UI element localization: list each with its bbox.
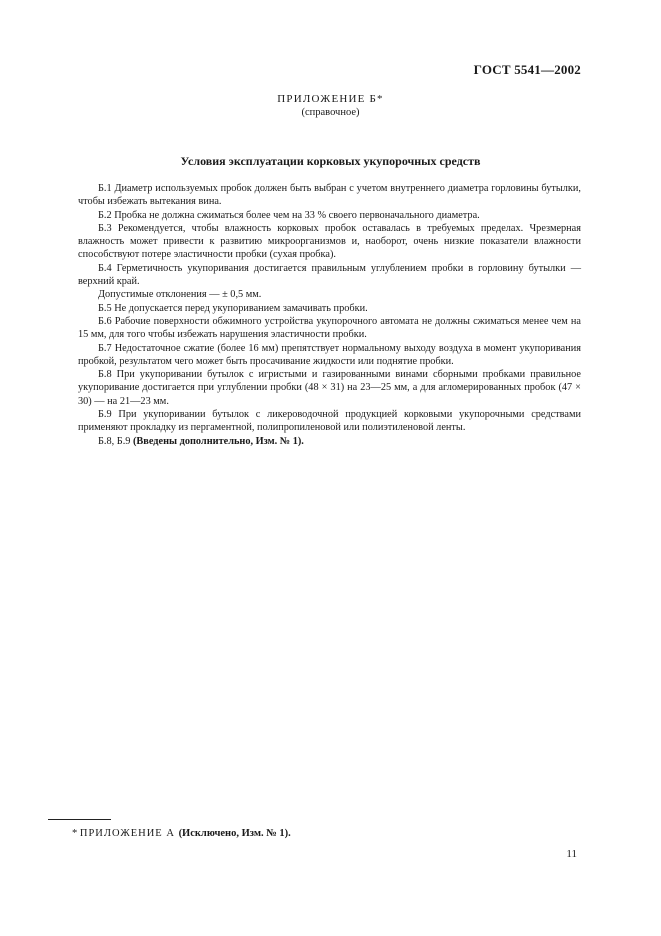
appendix-subtitle: (справочное)	[301, 107, 360, 118]
paragraph-tolerance: Допустимые отклонения — ± 0,5 мм.	[98, 289, 262, 301]
paragraph-b8: Б.8 При укупоривании бутылок с игристыми и газированными винами сборными пробками правильное укупоривание достигается при углублении пробки (48 × 31) на 23—25 мм, а для агломерированных пробок (47 × 30) — на 21—23 мм.	[78, 369, 581, 407]
appendix-title: ПРИЛОЖЕНИЕ Б*	[277, 93, 384, 105]
footnote-marker: *	[72, 828, 80, 839]
paragraph-b9: Б.9 При укупоривании бутылок с ликероводочной продукцией корковыми укупорочными средствами применяют прокладку из пергаментной, полипропиленовой или полиэтиленовой ленты.	[78, 409, 581, 434]
footnote	[72, 828, 291, 839]
section-heading: Условия эксплуатации корковых укупорочных средств	[180, 154, 481, 168]
paragraph-b1: Б.1 Диаметр используемых пробок должен быть выбран с учетом внутреннего диаметра горловины бутылки, чтобы избежать вытекания вина.	[78, 183, 581, 208]
footnote-divider	[48, 819, 111, 820]
paragraph-b3: Б.3 Рекомендуется, чтобы влажность корковых пробок оставалась в требуемых пределах. Чрезмерная влажность может привести к развитию микроорганизмов и, наоборот, очень низкие показатели влажности способствуют потере эластичности пробки (сухая пробка).	[78, 222, 581, 261]
paragraph-b2: Б.2 Пробка не должна сжиматься более чем на 33 % своего первоначального диаметра.	[98, 209, 480, 221]
amendment-text: (Введены дополнительно, Изм. № 1).	[133, 435, 304, 447]
paragraph-b5: Б.5 Не допускается перед укупориванием замачивать пробки.	[98, 302, 368, 314]
footnote-label: ПРИЛОЖЕНИЕ А	[79, 828, 179, 839]
page-number: 11	[566, 848, 577, 860]
amendment-note	[78, 435, 581, 448]
footnote-text: (Исключено, Изм. № 1).	[178, 828, 291, 839]
amendment-prefix: Б.8, Б.9	[98, 435, 133, 447]
paragraph-b6: Б.6 Рабочие поверхности обжимного устройства укупорочного автомата не должны сжиматься менее чем на 15 мм, для того чтобы избежать нарушения эластичности пробки.	[78, 315, 581, 341]
document-body	[78, 182, 581, 448]
standard-code: ГОСТ 5541—2002	[473, 62, 581, 77]
paragraph-b4: Б.4 Герметичность укупоривания достигается правильным углублением пробки в горловину бутылки — верхний край.	[78, 262, 581, 288]
paragraph-b7: Б.7 Недостаточное сжатие (более 16 мм) препятствует нормальному выходу воздуха в момент укупоривания пробкой, результатом чего может быть просачивание жидкости или поднятие пробки.	[78, 342, 581, 367]
